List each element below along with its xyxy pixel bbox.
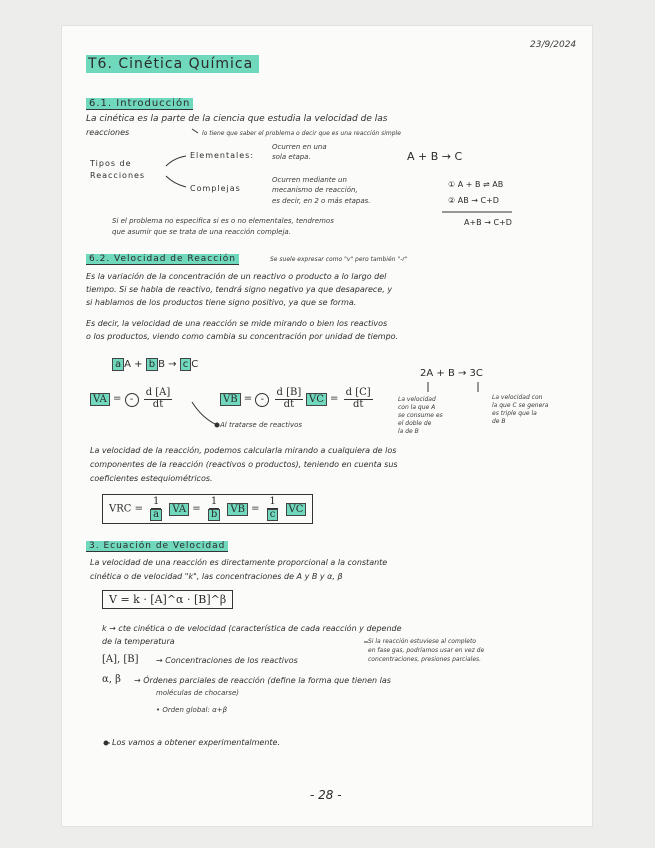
elem-desc-2: sola etapa. — [272, 153, 311, 161]
ex-note-1: La velocidad — [398, 396, 436, 403]
species-A: A — [124, 359, 131, 370]
ex-note-r1: La velocidad con — [492, 394, 543, 401]
frac-a-num: d [A] — [145, 387, 171, 398]
minus-circle-a: - — [125, 393, 139, 407]
vrc-frac-b — [206, 497, 222, 521]
gas-note-3: concentraciones, presiones parciales. — [368, 656, 482, 663]
s3-last-line: Los vamos a obtener experimentalmente. — [112, 738, 280, 747]
frac-a — [144, 388, 173, 410]
si-line-1: Si el problema no especifica si es o no elementales, tendremos — [112, 217, 334, 225]
section-6-2-heading — [86, 254, 239, 264]
vrc-va: VA — [169, 503, 189, 516]
elem-equation: A + B → C — [407, 150, 463, 163]
alpha-beta-desc-2: moléculas de chocarse) — [156, 689, 239, 697]
vrc-vc: VC — [286, 503, 307, 516]
ex-note-4: el doble de — [398, 420, 432, 427]
frac-c-num: d [C] — [345, 387, 371, 398]
frac-b-den: dt — [283, 398, 295, 410]
ex-note-3: se consume es — [398, 412, 443, 419]
s1-line2: reacciones — [86, 128, 130, 137]
s2-p5: o los productos, viendo como cambia su concentración por unidad de tiempo. — [86, 332, 399, 341]
s2-p8: coeficientes estequiométricos. — [90, 474, 213, 483]
rate-vc: VC = $\frac{d [C]}{dt}$ — [306, 388, 375, 410]
frac-a-den: dt — [152, 398, 164, 410]
gas-note-2: en fase gas, podríamos usar en vez de — [368, 647, 485, 654]
alpha-beta-desc-1: → Órdenes parciales de reacción (define la forma que tienen las — [134, 676, 391, 685]
minus-circle-b: - — [255, 393, 269, 407]
k-line-2: de la temperatura — [102, 637, 175, 646]
last-dot — [104, 741, 108, 745]
s1-line1: La cinética es la parte de la ciencia que estudia la velocidad de las — [86, 114, 388, 124]
s2-p3: si hablamos de los productos tiene signo positivo, ya que se forma. — [86, 298, 357, 307]
vb-symbol: VB — [220, 393, 241, 406]
gas-note-1: Si la reacción estuviese al completo — [368, 638, 476, 645]
vrc-frac-b-num: 1 — [210, 496, 218, 507]
s2-p1: Es la variación de la concentración de un reactivo o producto a lo largo del — [86, 272, 387, 281]
vrc-frac-c — [265, 497, 281, 521]
ex-note-5: la de B — [398, 428, 419, 435]
vrc-vb: VB — [227, 503, 248, 516]
alpha-beta-symbols: α, β — [102, 674, 121, 685]
rate-vb: VB = - $\frac{d [B]}{dt}$ — [220, 388, 305, 410]
rate-law: V = k · [A]^α · [B]^β — [109, 593, 227, 606]
vrc-symbol: VRC — [109, 503, 132, 515]
handwritten-arrows — [62, 26, 592, 826]
conc-symbols: [A], [B] — [102, 654, 139, 665]
orden-global: • Orden global: α+β — [156, 706, 228, 714]
date: 23/9/2024 — [530, 40, 577, 50]
elementales-label: Elementales: — [190, 151, 255, 160]
general-reaction: a A + b B → c C — [112, 358, 198, 371]
ex-note-r4: de B — [492, 418, 506, 425]
s1-note: lo tiene que saber el problema o decir que es una reacción simple — [202, 130, 401, 137]
vrc-formula: VRC = $\frac{1}{a}$ VA = $\frac{1}{b}$ VB = $\frac{1}{c}$ VC — [102, 494, 313, 524]
species-B: B — [158, 359, 165, 370]
section-6-1-heading-text: 6.1. Introducción — [86, 98, 193, 110]
s2-p6: La velocidad de la reacción, podemos calcularla mirando a cualquiera de los — [90, 446, 397, 455]
comp-eq-2: ② AB → C+D — [448, 196, 499, 205]
section-6-2-heading-text: 6.2. Velocidad de Reacción — [86, 254, 239, 265]
rate-va: VA = - $\frac{d [A]}{dt}$ — [90, 388, 174, 410]
reactivos-arrow — [192, 402, 217, 425]
tipos-label-2: Reacciones — [90, 171, 146, 180]
coef-b: b — [146, 358, 158, 371]
comp-eq-1: ① A + B ⇌ AB — [448, 180, 504, 189]
vrc-frac-c-num: 1 — [269, 496, 276, 507]
page-number: - 28 - — [310, 788, 342, 802]
frac-c-den: dt — [352, 398, 364, 410]
title-text: T6. Cinética Química — [86, 55, 259, 73]
vrc-frac-b-den: b — [208, 509, 220, 522]
arrow-to-complejas — [166, 176, 186, 187]
frac-c — [344, 388, 373, 410]
comp-desc-2: mecanismo de reacción, — [272, 186, 358, 194]
frac-b-num: d [B] — [276, 387, 302, 398]
page-title — [86, 56, 259, 72]
tipos-label-1: Tipos de — [90, 159, 132, 168]
section-6-1-heading — [86, 98, 193, 109]
vrc-frac-a-num: 1 — [152, 496, 160, 507]
s2-heading-note: Se suele expresar como "v" pero también "-r" — [270, 256, 408, 263]
section-3-heading-text: 3. Ecuación de Velocidad — [86, 541, 228, 552]
arrow-to-elementales — [166, 156, 186, 166]
comp-eq-3: A+B → C+D — [464, 218, 512, 227]
frac-b — [275, 388, 304, 410]
coef-c: c — [180, 358, 192, 371]
va-symbol: VA — [90, 393, 110, 406]
k-line-1: k → cte cinética o de velocidad (característica de cada reacción y depende — [102, 624, 402, 633]
vrc-frac-a-den: a — [150, 509, 162, 522]
al-tratarse-note: Al tratarse de reactivos — [220, 421, 303, 429]
s3-p2: cinética o de velocidad "k", las concentraciones de A y B y α, β — [90, 572, 343, 581]
note-arrow — [192, 129, 198, 133]
s2-p2: tiempo. Si se habla de reactivo, tendrá signo negativo ya que desaparece, y — [86, 285, 393, 294]
coef-a: a — [112, 358, 124, 371]
vc-symbol: VC — [306, 393, 327, 406]
species-C: C — [191, 359, 199, 370]
example-reaction: 2A + B → 3C — [420, 368, 483, 379]
rate-law-box — [102, 590, 233, 609]
vrc-frac-c-den: c — [267, 509, 279, 522]
complejas-label: Complejas — [190, 184, 241, 193]
s2-p4: Es decir, la velocidad de una reacción se mide mirando o bien los reactivos — [86, 319, 388, 328]
comp-desc-3: es decir, en 2 o más etapas. — [272, 197, 371, 205]
section-3-heading — [86, 541, 228, 551]
ex-note-r3: es triple que la — [492, 410, 537, 417]
elem-desc-1: Ocurren en una — [272, 143, 327, 151]
s2-p7: componentes de la reacción (reactivos o productos), teniendo en cuenta sus — [90, 460, 398, 469]
comp-desc-1: Ocurren mediante un — [272, 176, 347, 184]
ex-note-2: con la que A — [398, 404, 436, 411]
reactivos-dot — [215, 423, 219, 427]
s3-p1: La velocidad de una reacción es directamente proporcional a la constante — [90, 558, 388, 567]
notebook-page — [62, 26, 592, 826]
vrc-frac-a — [148, 497, 164, 521]
conc-desc: → Concentraciones de los reactivos — [156, 656, 298, 665]
si-line-2: que asumir que se trata de una reacción compleja. — [112, 228, 291, 236]
ex-note-r2: la que C se genera — [492, 402, 549, 409]
